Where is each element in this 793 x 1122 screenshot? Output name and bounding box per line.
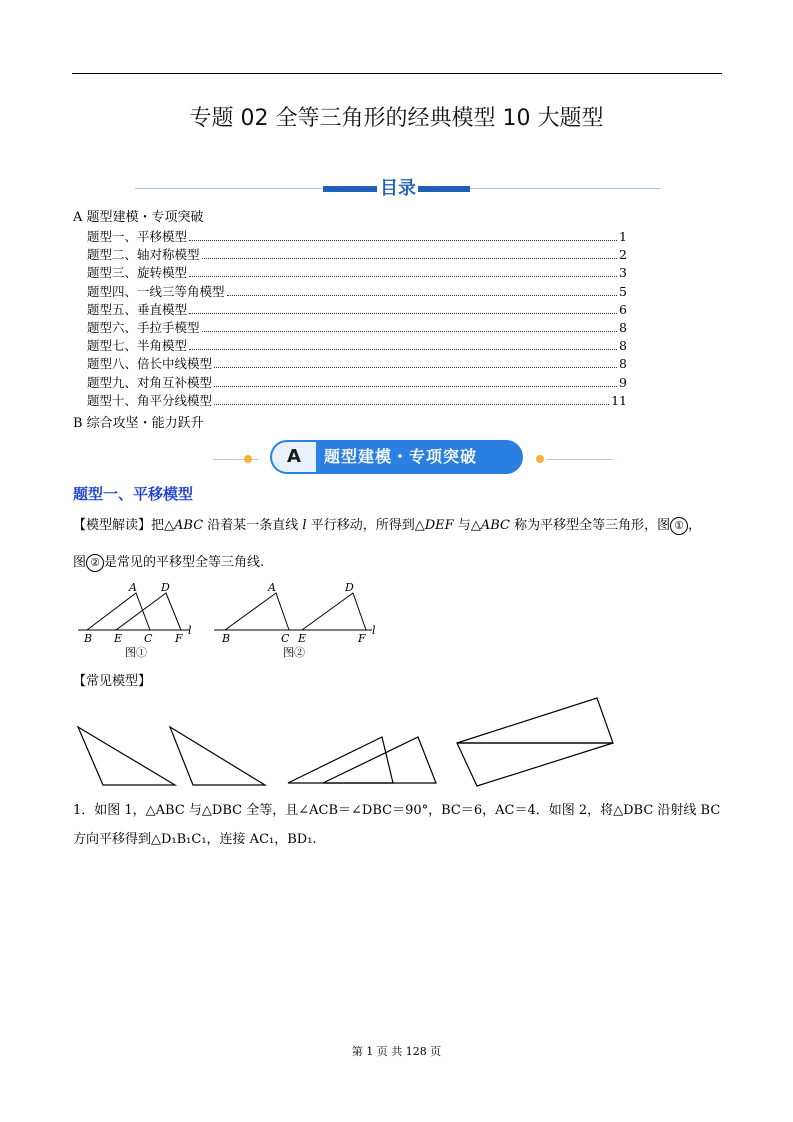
- toc-divider-right: [470, 188, 660, 189]
- common-models-label: 【常见模型】: [73, 674, 152, 689]
- page-title: 专题 02 全等三角形的经典模型 10 大题型: [189, 106, 604, 131]
- figure-1-caption: 图①: [125, 646, 147, 659]
- toc-item[interactable]: 题型七、半角模型 8: [87, 338, 627, 354]
- figure-1-labels: [83, 581, 192, 645]
- label-d: D: [161, 581, 170, 594]
- model-intro-line1: 【模型解读】把△ABC 沿着某一条直线 l 平行移动，所得到△DEF 与△ABC 称为平移型全等三角形，图 ① ，: [73, 518, 702, 533]
- label-c: C: [281, 632, 290, 645]
- figure-number: ①: [670, 517, 688, 535]
- label-l: l: [188, 624, 192, 637]
- label-c: C: [144, 632, 153, 645]
- model-intro-line2: 图 ② 是常见的平移型全等三角线.: [73, 555, 265, 570]
- label-a: A: [129, 581, 137, 594]
- toc-heading: 目录: [380, 178, 416, 199]
- label-d: D: [345, 581, 354, 594]
- label-e: E: [114, 632, 123, 645]
- model-2-triangle-b: [323, 737, 436, 783]
- toc-section-b[interactable]: B 综合攻坚・能力跃升: [73, 416, 204, 431]
- figure-number: ②: [86, 554, 104, 572]
- model-2-triangle-a: [288, 737, 393, 783]
- banner-dot-right: [536, 455, 544, 463]
- label-b: B: [84, 632, 93, 645]
- problem-line2: 方向平移得到△D₁B₁C₁，连接 AC₁，BD₁.: [73, 832, 317, 847]
- figure-2-caption: 图②: [283, 646, 305, 659]
- toc-accent-right: [418, 186, 470, 192]
- model-3-triangle-a: [457, 698, 613, 743]
- toc-item[interactable]: 题型五、垂直模型 6: [87, 301, 627, 317]
- banner-dot-left: [244, 455, 252, 463]
- toc-item[interactable]: 题型八、倍长中线模型 8: [87, 356, 627, 372]
- triangle-abc: [225, 593, 289, 630]
- model-1-triangle-b: [170, 727, 265, 785]
- toc-item[interactable]: 题型三、旋转模型 3: [87, 265, 627, 281]
- figure-2-labels: [221, 581, 376, 645]
- common-model-figures: [72, 695, 622, 790]
- figure-1: [78, 593, 190, 630]
- toc-divider-left: [135, 188, 325, 189]
- section-heading: 题型一、平移模型: [73, 485, 194, 503]
- label-l: l: [372, 624, 376, 637]
- toc-item[interactable]: 题型一、平移模型 1: [87, 229, 627, 244]
- model-1-triangle-a: [78, 727, 175, 785]
- label-a: A: [268, 581, 276, 594]
- banner-text: 题型建模・专项突破: [324, 447, 478, 466]
- triangle-def: [302, 593, 366, 630]
- toc-section-a[interactable]: A 题型建模・专项突破: [73, 210, 204, 225]
- banner-rule-right: [546, 459, 612, 460]
- toc-item[interactable]: 题型十、角平分线模型 11: [87, 392, 627, 408]
- label-b: B: [222, 632, 231, 645]
- page-footer: 第 1 页 共 128 页: [351, 1045, 442, 1058]
- label-f: F: [358, 632, 366, 645]
- toc-list: [87, 227, 627, 409]
- label-e: E: [298, 632, 307, 645]
- label-f: F: [175, 632, 183, 645]
- toc-item[interactable]: 题型九、对角互补模型 9: [87, 374, 627, 390]
- toc-item[interactable]: 题型四、一线三等角模型 5: [87, 283, 627, 299]
- toc-accent-left: [323, 186, 377, 192]
- translation-figures: [72, 578, 392, 662]
- figure-2: [214, 593, 372, 630]
- toc-item[interactable]: 题型六、手拉手模型 8: [87, 319, 627, 335]
- model-3-triangle-b: [457, 743, 613, 786]
- problem-line1: 1．如图 1，△ABC 与△DBC 全等，且∠ACB＝∠DBC＝90°，BC＝6，AC＝4．如图 2，将△DBC 沿射线 BC: [73, 803, 721, 818]
- toc-item[interactable]: 题型二、轴对称模型 2: [87, 247, 627, 263]
- triangle-def: [116, 593, 181, 630]
- banner-letter: A: [272, 442, 316, 472]
- header-rule: [72, 73, 722, 74]
